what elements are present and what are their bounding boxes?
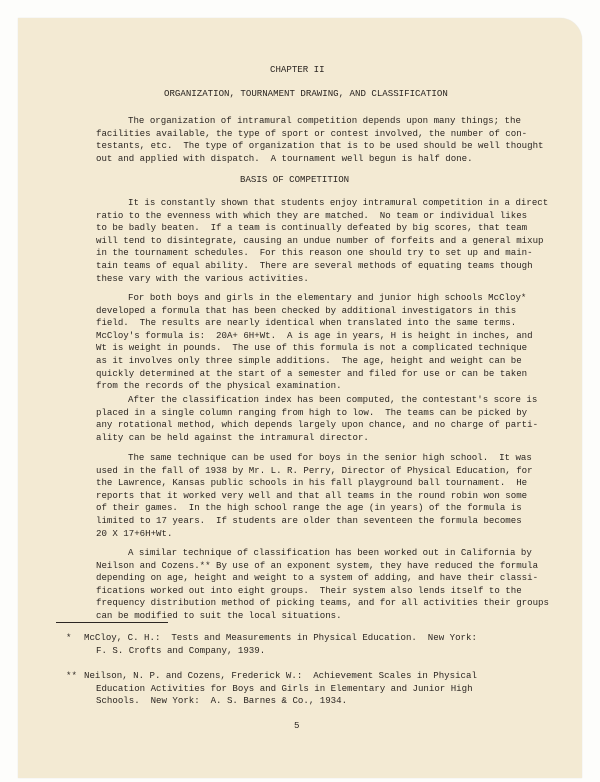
text-line: Education Activities for Boys and Girls in Elementary and Junior High: [96, 682, 473, 694]
text-line: It is constantly shown that students enjoy intramural competition in a direct: [128, 197, 549, 208]
text-line: the Lawrence, Kansas public schools in his fall playground ball tournament. He: [96, 477, 528, 489]
paragraph-senior-high: [96, 452, 533, 540]
chapter-title: ORGANIZATION, TOURNAMENT DRAWING, AND CLASSIFICATION: [164, 88, 448, 99]
intro-paragraph: [96, 115, 544, 165]
text-line: field. The results are nearly identical when translated into the same terms.: [96, 317, 517, 329]
text-line: facilities available, the type of sport or contest involved, the number of con-: [96, 127, 528, 139]
text-line: developed a formula that has been checked by additional investigators in this: [96, 304, 517, 316]
footnote-neilson-cozens: [84, 670, 477, 708]
text-line: will tend to disintegrate, causing an undue number of forfeits and a general mixup: [96, 234, 544, 246]
text-line: quickly determined at the start of a semester and filed for use or can be taken: [96, 367, 528, 379]
text-line: out and applied with dispatch. A tournament well begun is half done.: [96, 152, 473, 164]
footnote-marker: **: [66, 670, 77, 681]
text-line: depending on age, height and weight to a system of adding, and have their classi-: [96, 572, 539, 584]
text-line: these vary with the various activities.: [96, 272, 309, 284]
paragraph-california-technique: [96, 547, 549, 623]
text-line: McCloy, C. H.: Tests and Measurements in Physical Education. New York:: [84, 632, 477, 643]
chapter-heading: CHAPTER II: [270, 64, 325, 75]
text-line: A similar technique of classification has been worked out in California by: [128, 547, 532, 558]
section-heading: BASIS OF COMPETITION: [240, 174, 350, 185]
text-line: Neilson and Cozens.** By use of an exponent system, they have reduced the formula: [96, 559, 539, 571]
text-line: Wt is weight in pounds. The use of this formula is not a complicated technique: [96, 342, 528, 354]
page-number: 5: [294, 720, 300, 731]
text-line: ality can be held against the intramural director.: [96, 431, 369, 443]
text-line: to be badly beaten. If a team is continually defeated by big scores, that team: [96, 222, 528, 234]
text-line: any rotational method, which depends largely upon chance, and no charge of parti-: [96, 419, 539, 431]
footnote-marker: *: [66, 632, 72, 643]
footnote-mccloy: [84, 632, 477, 657]
text-line: ratio to the evenness with which they are matched. No team or individual likes: [96, 209, 528, 221]
text-line: placed in a single column ranging from high to low. The teams can be picked by: [96, 406, 528, 418]
text-line: 20 X 17+6H+Wt.: [96, 527, 173, 539]
text-line: For both boys and girls in the elementary and junior high schools McCloy*: [128, 292, 527, 303]
text-line: limited to 17 years. If students are older than seventeen the formula becomes: [96, 514, 522, 526]
text-line: reports that it worked very well and that all teams in the round robin won some: [96, 489, 528, 501]
text-line: Neilson, N. P. and Cozens, Frederick W.: Achievement Scales in Physical: [84, 670, 477, 681]
text-line: McCloy's formula is: 20A+ 6H+Wt. A is age in years, H is height in inches, and: [96, 329, 533, 341]
text-line: can be modified to suit the local situations.: [96, 609, 342, 621]
text-line: of their games. In the high school range the age (in years) of the formula is: [96, 502, 522, 514]
text-line: fications worked out into eight groups. Their system also lends itself to the: [96, 584, 522, 596]
text-line: from the records of the physical examination.: [96, 380, 342, 392]
text-line: frequency distribution method of picking teams, and for all activities their groups: [96, 597, 549, 609]
footnote-divider: [56, 622, 168, 623]
text-line: used in the fall of 1938 by Mr. L. R. Perry, Director of Physical Education, for: [96, 464, 533, 476]
text-line: F. S. Crofts and Company, 1939.: [96, 644, 266, 656]
text-line: The same technique can be used for boys in the senior high school. It was: [128, 452, 532, 463]
text-line: as it involves only three simple additions. The age, height and weight can be: [96, 354, 522, 366]
text-line: testants, etc. The type of organization that is to be used should be well thought: [96, 140, 544, 152]
text-line: After the classification index has been computed, the contestant's score is: [128, 394, 538, 405]
paragraph-mccloy-formula: [96, 292, 533, 393]
paragraph-equal-competition: [96, 197, 548, 285]
text-line: The organization of intramural competition depends upon many things; the: [128, 115, 521, 126]
text-line: in the tournament schedules. For this reason one should try to set up and main-: [96, 247, 533, 259]
text-line: tain teams of equal ability. There are several methods of equating teams though: [96, 259, 533, 271]
text-line: Schools. New York: A. S. Barnes & Co., 1934.: [96, 695, 348, 707]
paragraph-classification-index: [96, 394, 538, 444]
